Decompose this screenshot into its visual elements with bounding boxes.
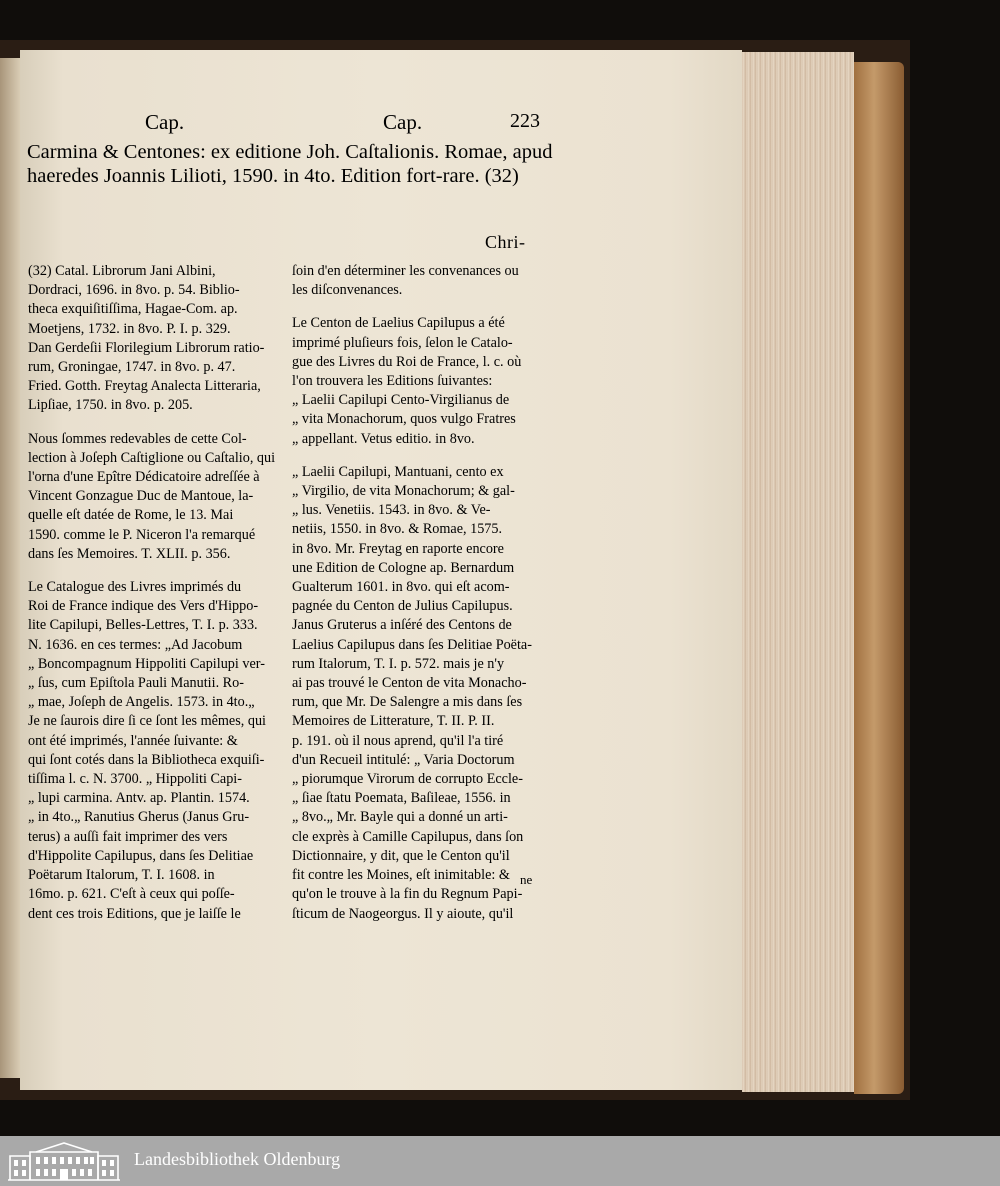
- text-line: netiis, 1550. in 8vo. & Romae, 1575.: [292, 521, 503, 538]
- text-line: Dan Gerdeſii Florilegium Librorum ratio-: [28, 339, 265, 356]
- text-line: Fried. Gotth. Freytag Analecta Litteraria,: [28, 378, 261, 395]
- text-line: cle exprès à Camille Capilupus, dans ſon: [292, 828, 524, 845]
- catchword-top: Chri-: [485, 232, 526, 252]
- text-line: „ 8vo.„ Mr. Bayle qui a donné un arti-: [292, 809, 508, 826]
- heading-line: Carmina & Centones: ex editione Joh. Caſtalionis. Romae, apud: [27, 141, 553, 163]
- text-line: rum, que Mr. De Salengre a mis dans ſes: [292, 694, 523, 711]
- library-banner: [0, 1136, 1000, 1186]
- text-line: ont été imprimés, l'année ſuivante: &: [28, 732, 238, 749]
- page-number: 223: [510, 110, 540, 132]
- text-line: (32) Catal. Librorum Jani Albini,: [28, 263, 216, 279]
- text-line: N. 1636. en ces termes: „Ad Jacobum: [28, 636, 243, 653]
- running-head-left: Cap.: [145, 110, 185, 134]
- text-line: Le Centon de Laelius Capilupus a été: [292, 315, 505, 332]
- text-line: ſticum de Naogeorgus. Il y aioute, qu'il: [292, 905, 514, 922]
- text-line: Dictionnaire, y dit, que le Centon qu'il: [292, 847, 510, 864]
- text-line: fit contre les Moines, eſt inimitable: &: [292, 867, 510, 884]
- text-line: dent ces trois Editions, que je laiſſe le: [28, 905, 241, 922]
- text-line: Janus Gruterus a inſéré des Centons de: [292, 617, 512, 634]
- running-head-center: Cap.: [383, 110, 423, 134]
- text-line: p. 191. où il nous aprend, qu'il l'a tiré: [292, 732, 504, 749]
- text-line: lection à Joſeph Caſtiglione ou Caſtalio, qui: [28, 449, 276, 466]
- text-line: „ Laelii Capilupi Cento-Virgilianus de: [292, 392, 510, 409]
- text-line: d'Hippolite Capilupus, dans ſes Delitiae: [28, 847, 254, 864]
- text-line: tiſſima l. c. N. 3700. „ Hippoliti Capi-: [28, 771, 242, 788]
- paragraph-gap: [292, 300, 542, 314]
- text-line: Gualterum 1601. in 8vo. qui eſt acom-: [292, 579, 510, 596]
- library-building-icon: [6, 1140, 122, 1182]
- text-line: „ Boncompagnum Hippoliti Capilupi ver-: [28, 655, 265, 672]
- text-line: 16mo. p. 621. C'eſt à ceux qui poſſe-: [28, 886, 235, 903]
- catchword-bottom: ne: [520, 872, 533, 887]
- text-line: Vincent Gonzague Duc de Mantoue, la-: [28, 488, 254, 505]
- text-line: dans ſes Memoires. T. XLII. p. 356.: [28, 545, 231, 562]
- text-line: qu'on le trouve à la fin du Regnum Papi-: [292, 886, 523, 903]
- text-line: theca exquiſitiſſima, Hagae-Com. ap.: [28, 301, 238, 318]
- left-page-edge: [0, 58, 20, 1078]
- book-cover-edge: [854, 62, 904, 1094]
- library-name: Landesbibliothek Oldenburg: [134, 1149, 341, 1169]
- text-line: quelle eſt datée de Rome, le 13. Mai: [28, 507, 234, 524]
- text-line: „ mae, Joſeph de Angelis. 1573. in 4to.„: [28, 694, 255, 711]
- text-line: Dordraci, 1696. in 8vo. p. 54. Biblio-: [28, 282, 240, 299]
- text-line: imprimé pluſieurs fois, ſelon le Catalo-: [292, 334, 513, 351]
- text-line: rum Italorum, T. I. p. 572. mais je n'y: [292, 655, 505, 672]
- text-line: „ in 4to.„ Ranutius Gherus (Janus Gru-: [28, 809, 250, 826]
- text-line: „ ſiae ſtatu Poemata, Baſileae, 1556. in: [292, 790, 511, 807]
- text-line: Moetjens, 1732. in 8vo. P. I. p. 329.: [28, 320, 231, 337]
- paragraph-gap: [28, 416, 278, 430]
- text-line: l'on trouvera les Editions ſuivantes:: [292, 373, 493, 390]
- left-column: [28, 262, 278, 924]
- text-line: Poëtarum Italorum, T. I. 1608. in: [28, 867, 215, 884]
- text-line: Nous ſommes redevables de cette Col-: [28, 430, 247, 447]
- text-line: lite Capilupi, Belles-Lettres, T. I. p. 333.: [28, 617, 258, 634]
- text-line: ſoin d'en déterminer les convenances ou: [292, 263, 519, 279]
- text-line: ai pas trouvé le Centon de vita Monacho-: [292, 675, 527, 692]
- text-line: Memoires de Litterature, T. II. P. II.: [292, 713, 495, 730]
- text-line: l'orna d'une Epître Dédicatoire adreſſée à: [28, 469, 260, 486]
- text-line: „ Virgilio, de vita Monachorum; & gal-: [292, 483, 515, 500]
- entry-heading: [27, 140, 553, 188]
- text-line: Je ne ſaurois dire ſi ce ſont les mêmes, qui: [28, 713, 266, 730]
- text-line: 1590. comme le P. Niceron l'a remarqué: [28, 526, 256, 543]
- text-line: pagnée du Centon de Julius Capilupus.: [292, 598, 513, 615]
- text-line: qui ſont cotés dans la Bibliotheca exquiſi-: [28, 751, 265, 768]
- text-line: Le Catalogue des Livres imprimés du: [28, 579, 242, 596]
- text-line: „ appellant. Vetus editio. in 8vo.: [292, 430, 475, 447]
- text-line: gue des Livres du Roi de France, l. c. où: [292, 353, 522, 370]
- text-line: „ lus. Venetiis. 1543. in 8vo. & Ve-: [292, 502, 491, 519]
- text-line: une Edition de Cologne ap. Bernardum: [292, 559, 515, 576]
- paragraph-gap: [28, 564, 278, 578]
- text-line: Roi de France indique des Vers d'Hippo-: [28, 598, 259, 615]
- text-line: Lipſiae, 1750. in 8vo. p. 205.: [28, 397, 193, 414]
- page-edges: [742, 52, 854, 1092]
- text-line: „ vita Monachorum, quos vulgo Fratres: [292, 411, 516, 428]
- paragraph-gap: [292, 449, 542, 463]
- text-line: „ piorumque Virorum de corrupto Eccle-: [292, 771, 523, 788]
- text-line: rum, Groningae, 1747. in 8vo. p. 47.: [28, 359, 236, 376]
- text-line: Laelius Capilupus dans ſes Delitiae Poëta-: [292, 636, 532, 653]
- text-line: d'un Recueil intitulé: „ Varia Doctorum: [292, 751, 515, 768]
- text-line: „ ſus, cum Epiſtola Pauli Manutii. Ro-: [28, 675, 244, 692]
- text-line: terus) a auſſi fait imprimer des vers: [28, 828, 228, 845]
- heading-line: haeredes Joannis Lilioti, 1590. in 4to. Edition fort-rare. (32): [27, 165, 519, 187]
- text-line: in 8vo. Mr. Freytag en raporte encore: [292, 540, 504, 557]
- text-line: „ lupi carmina. Antv. ap. Plantin. 1574.: [28, 790, 250, 807]
- right-column: [292, 262, 542, 924]
- text-line: „ Laelii Capilupi, Mantuani, cento ex: [292, 463, 504, 480]
- text-line: les diſconvenances.: [292, 282, 403, 299]
